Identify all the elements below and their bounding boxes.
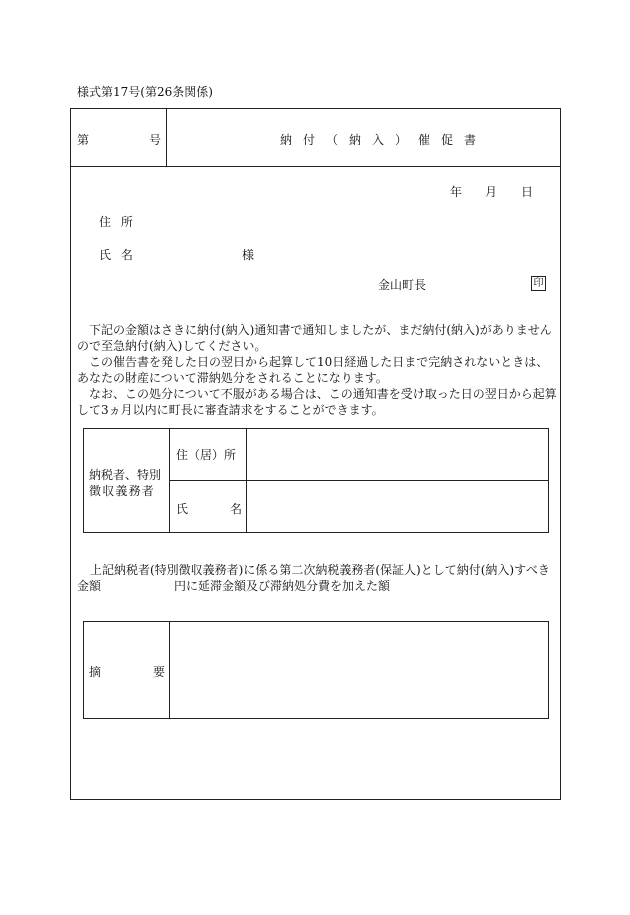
taxpayer-group-label-line2: 徴収義務者 <box>89 484 156 498</box>
paragraph-seizure-warning: この催告書を発した日の翌日から起算して10日経過した日まで完納されないときは、あなたの財産について滞納処分をされることになります。 <box>77 355 549 385</box>
address-label: 住 所 <box>99 215 133 229</box>
header-vertical-divider <box>166 108 167 166</box>
amount-description-line2-suffix: 円に延滞金額及び滞納処分費を加えた額 <box>174 579 391 593</box>
paragraph-appeal-notice: なお、この処分について不服がある場合は、この通知書を受け取った日の翌日から起算して3ヵ月以内に町長に審査請求をすることができます。 <box>77 387 557 417</box>
seal-mark: 印 <box>531 276 546 291</box>
date-month-label: 月 <box>485 185 498 199</box>
document-no-suffix: 号 <box>149 133 162 147</box>
document-no-prefix: 第 <box>77 133 90 147</box>
amount-description-line2-prefix: 金額 <box>77 579 102 593</box>
taxpayer-group-label-line1: 納税者、特別 <box>89 468 162 482</box>
date-year-label: 年 <box>450 185 463 199</box>
honorific-label: 様 <box>242 248 255 262</box>
document-title: 納付（納入）催促書 <box>280 133 488 147</box>
paragraph-payment-request: 下記の金額はさきに納付(納入)通知書で通知しましたが、まだ納付(納入)がありませんので至急納付(納入)してください。 <box>77 323 552 353</box>
issuer-title: 金山町長 <box>378 278 427 292</box>
remarks-label-left: 摘 <box>89 665 102 679</box>
remarks-table-divider <box>169 621 170 719</box>
remarks-label-right: 要 <box>153 665 166 679</box>
notice-body <box>77 322 557 418</box>
taxpayer-name-label-left: 氏 <box>176 502 189 516</box>
date-day-label: 日 <box>521 185 534 199</box>
taxpayer-table-row-divider <box>169 480 549 481</box>
header-divider <box>70 166 561 167</box>
form-number: 様式第17号(第26条関係) <box>77 85 213 99</box>
amount-description-line1: 上記納税者(特別徴収義務者)に係る第二次納税義務者(保証人)として納付(納入)すべき <box>90 563 550 577</box>
name-label: 氏 名 <box>99 248 133 262</box>
residence-label: 住（居）所 <box>176 448 237 462</box>
taxpayer-name-label-right: 名 <box>230 502 243 516</box>
